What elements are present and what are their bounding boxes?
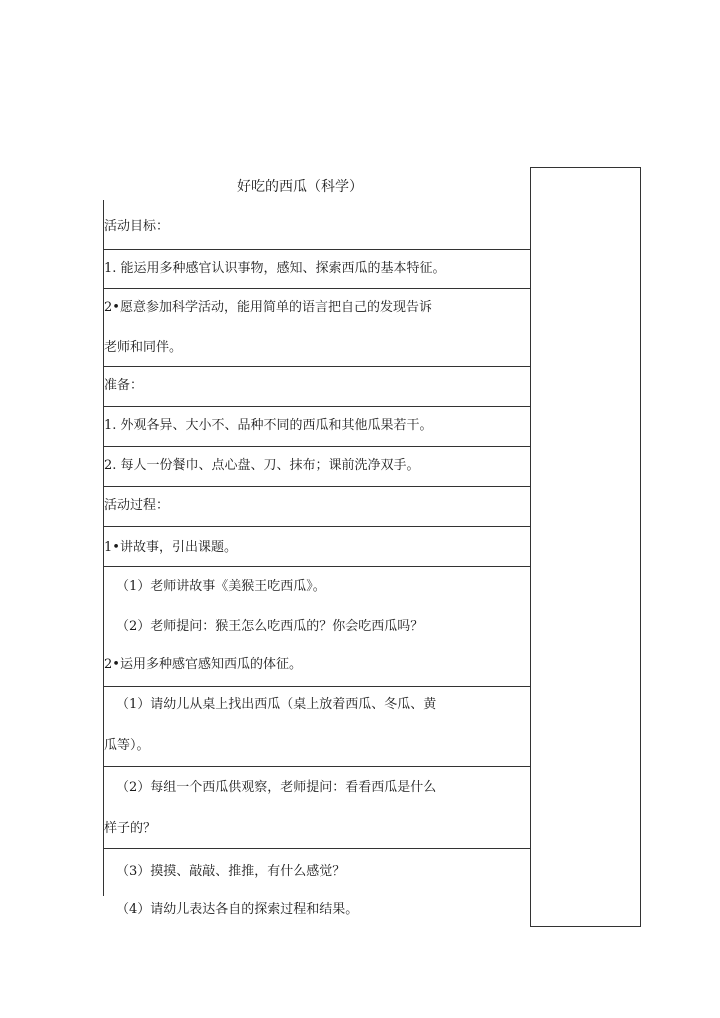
row-divider bbox=[103, 686, 531, 687]
goal-line: 2•愿意参加科学活动，能用简单的语言把自己的发现告诉 bbox=[104, 300, 432, 315]
process-step: 1•讲故事，引出课题。 bbox=[104, 540, 237, 555]
row-divider bbox=[103, 766, 531, 767]
process-substep-continued: 样子的？ bbox=[104, 821, 157, 836]
row-divider bbox=[103, 566, 531, 567]
row-divider bbox=[103, 288, 531, 289]
row-divider bbox=[103, 406, 531, 407]
section-heading-goals: 活动目标： bbox=[104, 219, 170, 234]
side-column-box bbox=[530, 167, 641, 927]
section-heading-preparation: 准备： bbox=[104, 378, 144, 393]
process-step: 2•运用多种感官感知西瓜的体征。 bbox=[104, 657, 302, 672]
process-substep: （1）老师讲故事《美猴王吃西瓜》。 bbox=[116, 579, 326, 594]
process-substep: （4）请幼儿表达各自的探索过程和结果。 bbox=[116, 902, 359, 917]
row-divider bbox=[103, 486, 531, 487]
goal-line: 1. 能运用多种感官认识事物，感知、探索西瓜的基本特征。 bbox=[104, 261, 446, 276]
goal-line-continued: 老师和同伴。 bbox=[104, 340, 183, 355]
preparation-line: 1. 外观各异、大小不、品种不同的西瓜和其他瓜果若干。 bbox=[104, 418, 433, 433]
row-divider bbox=[103, 848, 531, 849]
row-divider bbox=[103, 366, 531, 367]
process-substep: （2）每组一个西瓜供观察，老师提问：看看西瓜是什么 bbox=[116, 780, 437, 795]
document-title: 好吃的西瓜（科学） bbox=[237, 179, 363, 195]
row-divider bbox=[103, 446, 531, 447]
process-substep: （1）请幼儿从桌上找出西瓜（桌上放着西瓜、冬瓜、黄 bbox=[116, 697, 437, 712]
process-substep: （2）老师提问：猴王怎么吃西瓜的？你会吃西瓜吗？ bbox=[116, 619, 424, 634]
process-substep: （3）摸摸、敲敲、推推，有什么感觉？ bbox=[116, 864, 346, 879]
preparation-line: 2. 每人一份餐巾、点心盘、刀、抹布；课前洗净双手。 bbox=[104, 458, 420, 473]
row-divider bbox=[103, 526, 531, 527]
section-heading-process: 活动过程： bbox=[104, 498, 170, 513]
row-divider bbox=[103, 249, 531, 250]
process-substep-continued: 瓜等）。 bbox=[104, 738, 150, 753]
